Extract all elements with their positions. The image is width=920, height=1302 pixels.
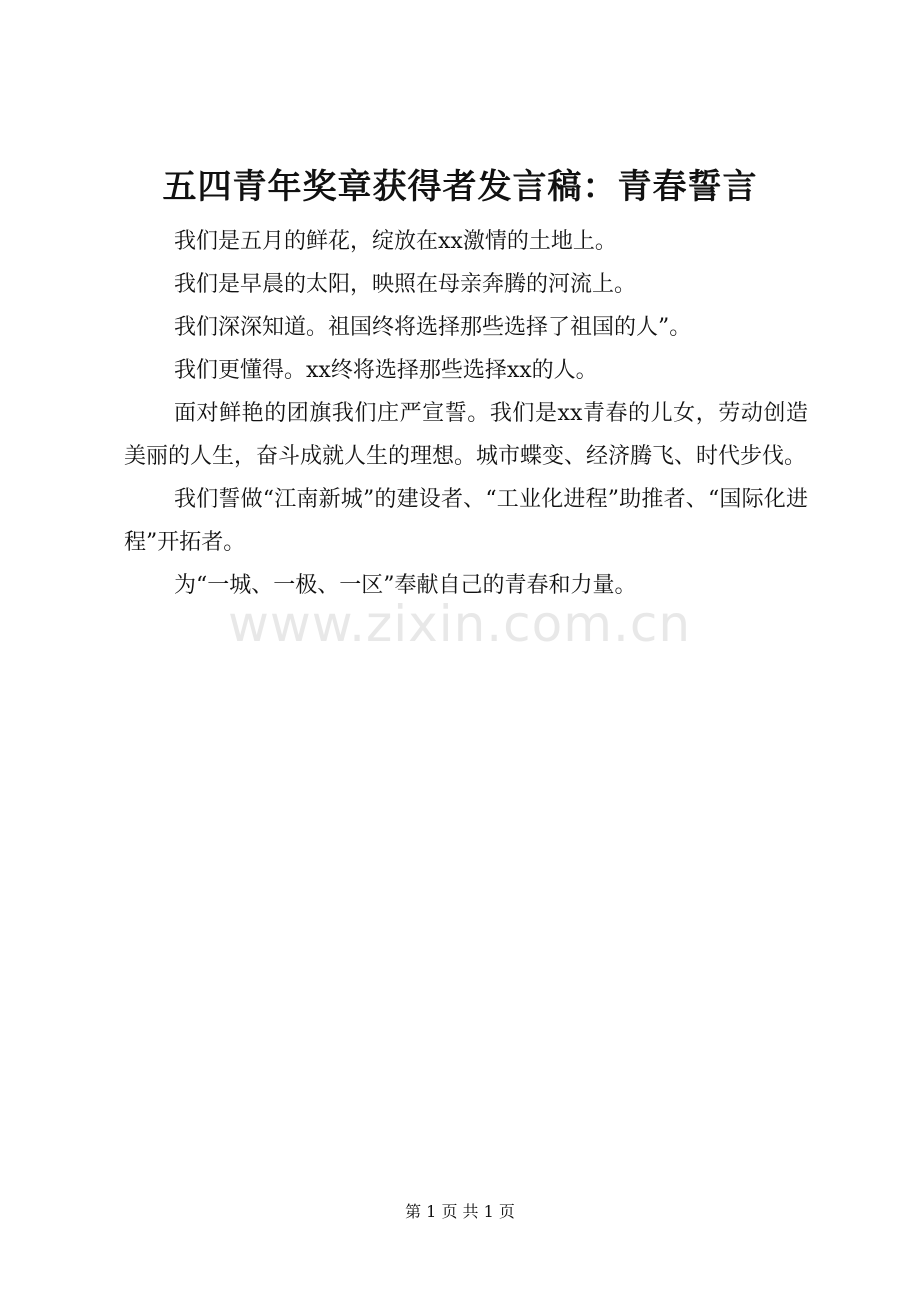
paragraph: 我们是五月的鲜花，绽放在xx激情的土地上。 bbox=[174, 229, 617, 254]
page-footer: 第 1 页 共 1 页 bbox=[405, 1202, 515, 1221]
document-title: 五四青年奖章获得者发言稿：青春誓言 bbox=[162, 167, 758, 207]
paragraph: 为“一城、一极、一区”奉献自己的青春和力量。 bbox=[174, 573, 637, 598]
paragraph: 我们是早晨的太阳，映照在母亲奔腾的河流上。 bbox=[174, 272, 637, 297]
document-body bbox=[124, 220, 808, 607]
paragraph: 我们更懂得。xx终将选择那些选择xx的人。 bbox=[174, 358, 598, 383]
watermark: www.zixin.com.cn bbox=[228, 595, 692, 653]
paragraph: 我们誓做“江南新城”的建设者、“工业化进程”助推者、“国际化进程”开拓者。 bbox=[124, 487, 808, 555]
paragraph: 我们深深知道。祖国终将选择那些选择了祖国的人”。 bbox=[174, 315, 692, 340]
paragraph: 面对鲜艳的团旗我们庄严宣誓。我们是xx青春的儿女，劳动创造美丽的人生，奋斗成就人生的理想。城市蝶变、经济腾飞、时代步伐。 bbox=[124, 401, 808, 469]
